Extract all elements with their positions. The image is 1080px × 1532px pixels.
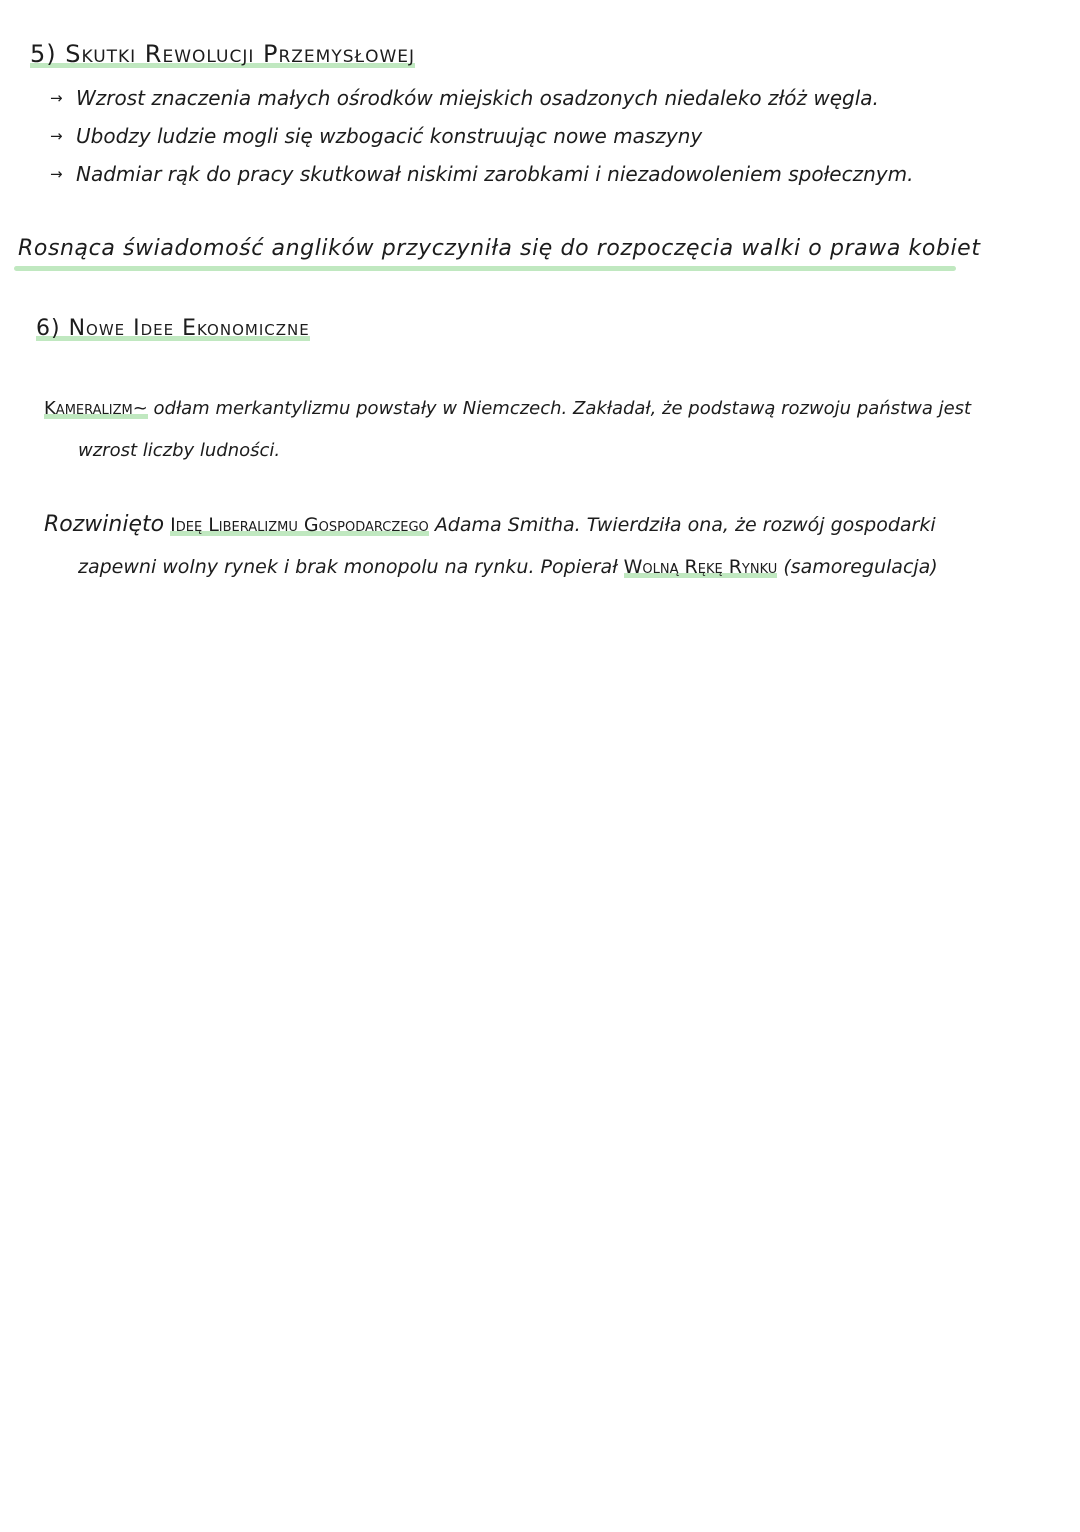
note-text: Rosnąca świadomość anglików przyczyniła się do rozpoczęcia walki o prawa kobiet bbox=[18, 236, 981, 261]
liberalizm-line-2-start: zapewni wolny rynek i brak monopolu na rynku. Popierał bbox=[78, 556, 618, 578]
liberalizm-start: Rozwinięto bbox=[44, 512, 165, 537]
arrow-icon: → bbox=[50, 165, 63, 183]
liberalizm-line-2-end: (samoregulacja) bbox=[783, 556, 938, 578]
bullet-item bbox=[50, 124, 702, 148]
kameralizm-term: Kameralizm~ bbox=[44, 398, 148, 419]
bullet-item bbox=[50, 162, 913, 186]
bullet-text: Wzrost znaczenia małych ośrodków miejskich osadzonych niedaleko złóż węgla. bbox=[76, 86, 879, 110]
section-6-heading bbox=[36, 316, 310, 341]
liberalizm-line-2 bbox=[78, 556, 938, 578]
liberalizm-term: Ideę Liberalizmu Gospodarczego bbox=[170, 514, 429, 536]
section-5-heading-text: 5) Skutki Rewolucji Przemysłowej bbox=[30, 40, 416, 68]
note-highlight bbox=[14, 266, 956, 271]
liberalizm-line-1 bbox=[44, 512, 936, 537]
wolna-reka-term: Wolną Rękę Rynku bbox=[623, 556, 778, 578]
kameralizm-line-2 bbox=[78, 440, 280, 461]
bullet-item bbox=[50, 86, 879, 110]
bullet-text: Nadmiar rąk do pracy skutkował niskimi zarobkami i niezadowoleniem społecznym. bbox=[76, 162, 914, 186]
arrow-icon: → bbox=[50, 89, 63, 107]
arrow-icon: → bbox=[50, 127, 63, 145]
kameralizm-text-2: wzrost liczby ludności. bbox=[78, 440, 281, 461]
kameralizm-text-1: odłam merkantylizmu powstały w Niemczech. Zakładał, że podstawą rozwoju państwa jest bbox=[153, 398, 972, 419]
bullet-text: Ubodzy ludzie mogli się wzbogacić konstruując nowe maszyny bbox=[76, 124, 703, 148]
kameralizm-line-1 bbox=[44, 398, 971, 419]
section-5-heading bbox=[30, 40, 415, 68]
liberalizm-end: Adama Smitha. Twierdziła ona, że rozwój gospodarki bbox=[434, 514, 936, 536]
section-6-heading-text: 6) Nowe Idee Ekonomiczne bbox=[36, 316, 310, 341]
